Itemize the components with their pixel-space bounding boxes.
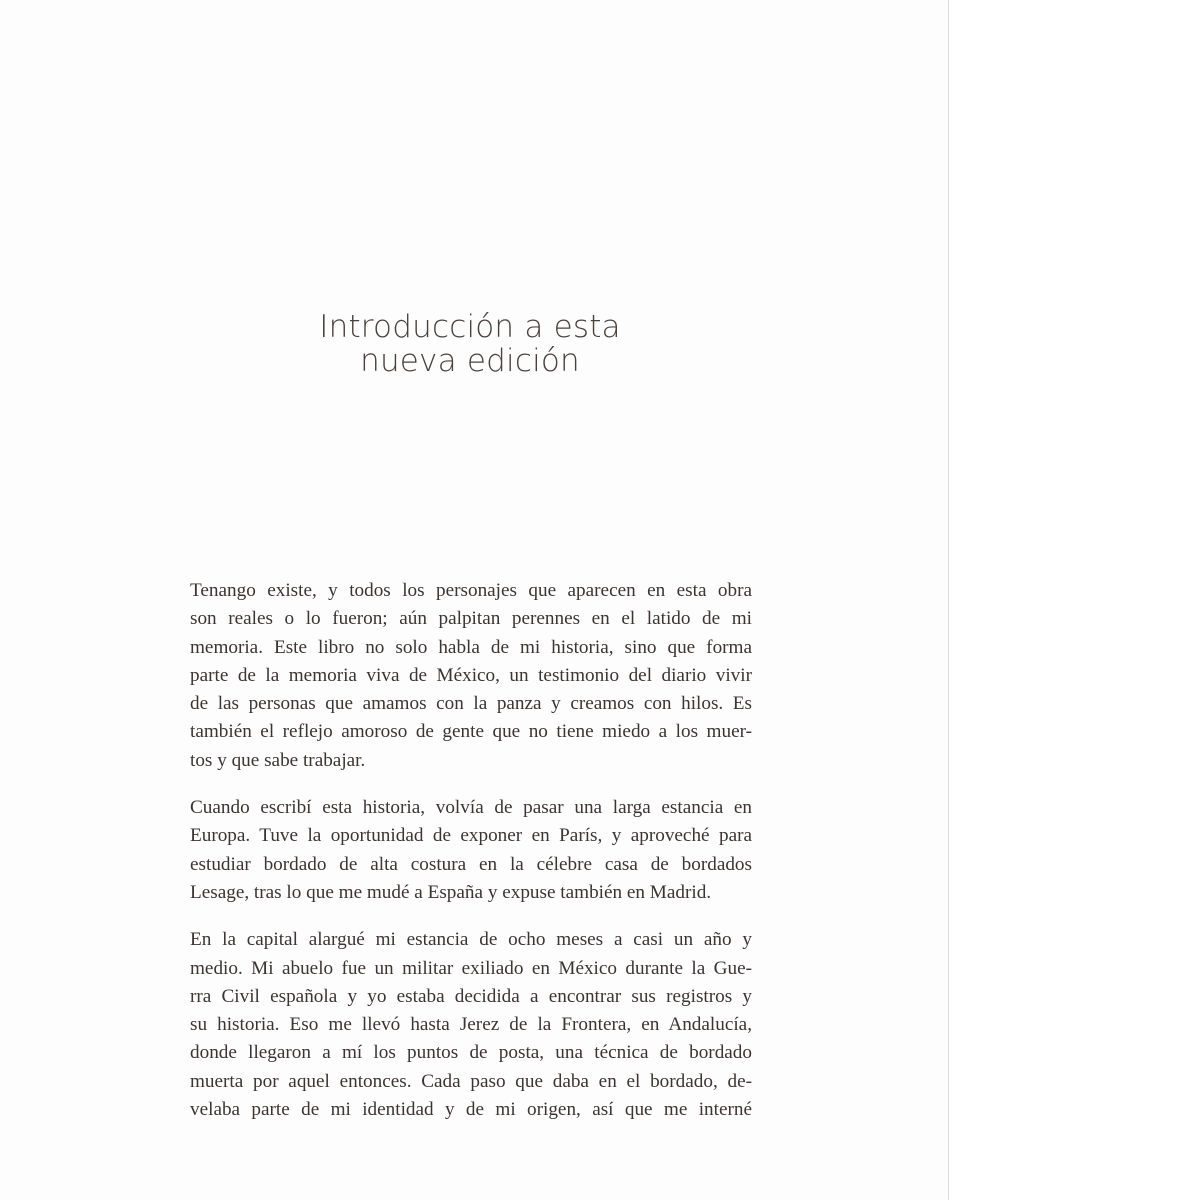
chapter-title-line-2: nueva edición	[360, 343, 580, 379]
chapter-title	[250, 310, 690, 378]
text-line: donde llegaron a mí los puntos de posta, una técnica de bordado	[190, 1042, 752, 1064]
chapter-title-line-1: Introducción a esta	[319, 309, 621, 345]
paragraph-2	[190, 794, 752, 907]
text-line: medio. Mi abuelo fue un militar exiliado en México durante la Gue-	[190, 957, 752, 979]
text-line: son reales o lo fueron; aún palpitan perennes en el latido de mi	[190, 608, 752, 630]
text-line: velaba parte de mi identidad y de mi origen, así que me interné	[190, 1099, 752, 1121]
right-margin	[949, 0, 1200, 1200]
text-line: estudiar bordado de alta costura en la célebre casa de bordados	[190, 853, 752, 875]
text-line: Tenango existe, y todos los personajes que aparecen en esta obra	[190, 580, 752, 601]
text-line: de las personas que amamos con la panza y creamos con hilos. Es	[190, 693, 752, 715]
text-line: memoria. Este libro no solo habla de mi historia, sino que forma	[190, 636, 752, 658]
body-text	[190, 577, 752, 1143]
text-line: su historia. Eso me llevó hasta Jerez de la Frontera, en Andalucía,	[190, 1014, 752, 1036]
text-line: rra Civil española y yo estaba decidida a encontrar sus registros y	[190, 985, 752, 1007]
text-line: tos y que sabe trabajar.	[190, 749, 366, 771]
paragraph-3	[190, 926, 752, 1124]
text-line: también el reflejo amoroso de gente que no tiene miedo a los muer-	[190, 721, 752, 743]
paragraph-1	[190, 577, 752, 775]
text-line: muerta por aquel entonces. Cada paso que daba en el bordado, de-	[190, 1070, 752, 1092]
text-line: En la capital alargué mi estancia de ocho meses a casi un año y	[190, 929, 752, 951]
text-line: parte de la memoria viva de México, un testimonio del diario vivir	[190, 664, 752, 686]
text-line: Lesage, tras lo que me mudé a España y expuse también en Madrid.	[190, 881, 712, 903]
text-line: Europa. Tuve la oportunidad de exponer en París, y aproveché para	[190, 825, 752, 847]
text-line: Cuando escribí esta historia, volvía de pasar una larga estancia en	[190, 797, 752, 819]
